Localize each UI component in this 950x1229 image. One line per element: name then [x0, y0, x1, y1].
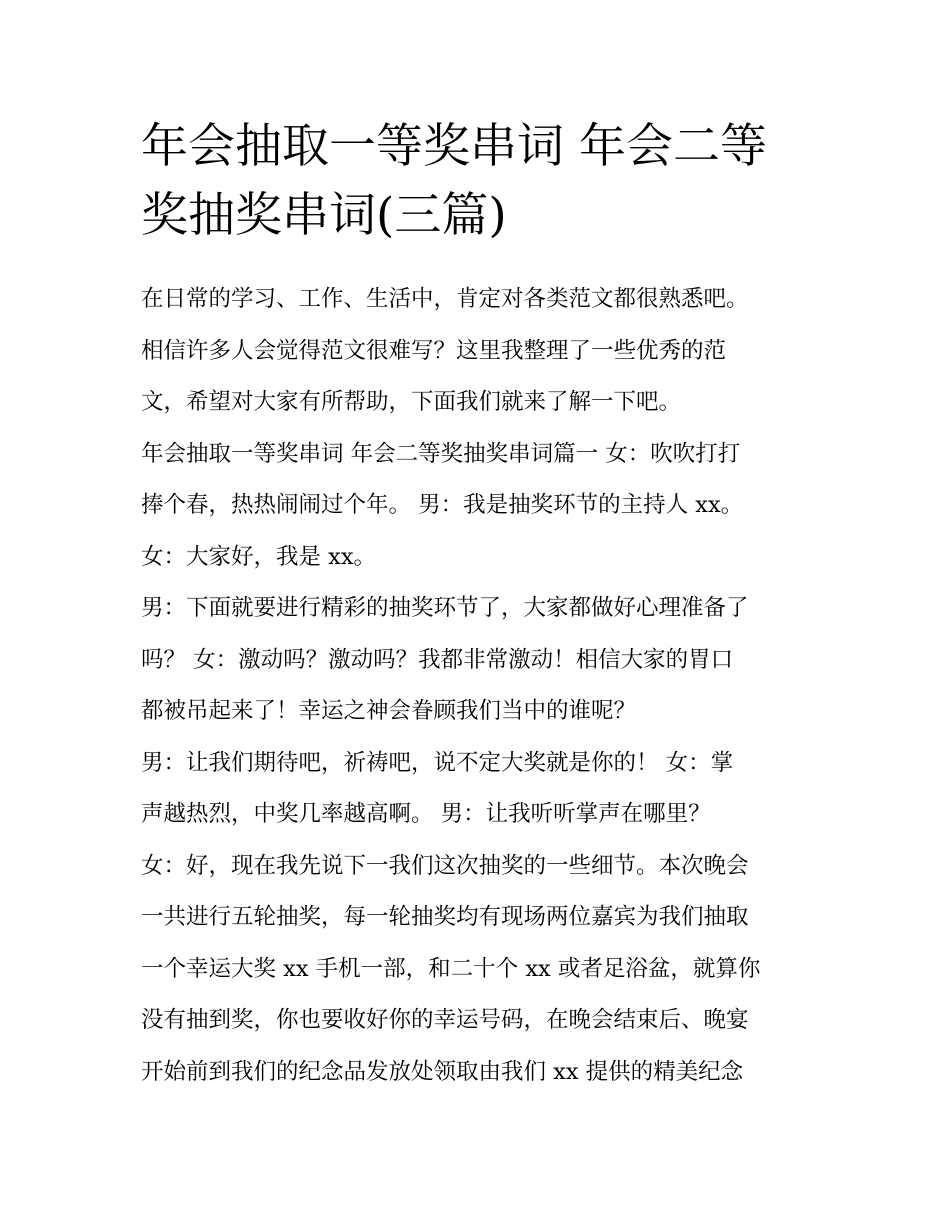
text-line: 没有抽到奖，你也要收好你的幸运号码，在晚会结束后、晚宴	[141, 1007, 749, 1033]
dialogue-paragraph	[141, 841, 821, 1099]
text-line: 捧个春，热热闹闹过个年。 男：我是抽奖环节的主持人 xx。	[141, 492, 744, 518]
document-body	[141, 274, 821, 1098]
text-line: 女：大家好，我是 xx。	[141, 543, 377, 570]
text-line: 女：好，现在我先说下一我们这次抽奖的一些细节。本次晚会	[141, 852, 749, 879]
title-line: 奖抽奖串词(三篇)	[141, 188, 507, 243]
text-line: 吗？ 女：激动吗？激动吗？我都非常激动！相信大家的胃口	[141, 646, 734, 673]
title-line: 年会抽取一等奖串词 年会二等	[141, 119, 767, 174]
text-line: 声越热烈，中奖几率越高啊。 男：让我听听掌声在哪里？	[141, 801, 711, 827]
text-line: 一共进行五轮抽奖，每一轮抽奖均有现场两位嘉宾为我们抽取	[141, 904, 749, 930]
document-title	[141, 0, 821, 250]
dialogue-paragraph	[141, 738, 821, 841]
text-line: 在日常的学习、工作、生活中，肯定对各类范文都很熟悉吧。	[141, 286, 749, 312]
text-line: 年会抽取一等奖串词 年会二等奖抽奖串词篇一 女：吹吹打打	[141, 440, 741, 467]
dialogue-paragraph	[141, 583, 821, 738]
text-line: 开始前到我们的纪念品发放处领取由我们 xx 提供的精美纪念	[141, 1058, 744, 1085]
text-line: 男：让我们期待吧，祈祷吧，说不定大奖就是你的！ 女：掌	[141, 749, 734, 776]
text-line: 文，希望对大家有所帮助，下面我们就来了解一下吧。	[141, 389, 682, 415]
text-line: 都被吊起来了！幸运之神会眷顾我们当中的谁呢？	[141, 698, 637, 724]
dialogue-paragraph	[141, 532, 821, 584]
text-line: 相信许多人会觉得范文很难写？这里我整理了一些优秀的范	[141, 337, 727, 364]
document-page	[141, 0, 821, 1098]
intro-paragraph	[141, 274, 821, 429]
text-line: 男：下面就要进行精彩的抽奖环节了，大家都做好心理准备了	[141, 595, 749, 621]
dialogue-paragraph	[141, 429, 821, 532]
text-line: 一个幸运大奖 xx 手机一部，和二十个 xx 或者足浴盆，就算你	[141, 955, 761, 982]
